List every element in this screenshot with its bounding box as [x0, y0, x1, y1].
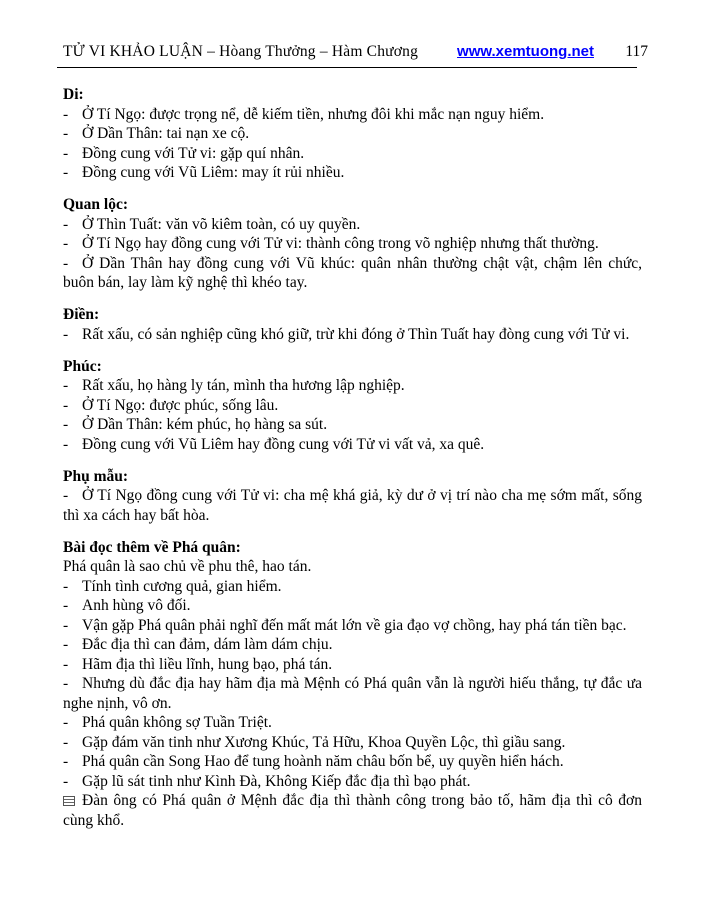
dash-marker: - [63, 636, 69, 653]
list-item-text: Ở Dần Thân hay đồng cung với Vũ khúc: quân nhân thường chật vật, chậm lên chức, buôn bán, lay làm kỹ nghệ thì khéo tay. [63, 254, 642, 291]
list-item [63, 144, 642, 164]
list-item-text: Ở Tí Ngọ: được trọng nể, dễ kiếm tiền, nhưng đôi khi mắc nạn nguy hiểm. [82, 105, 545, 123]
list-item [63, 396, 642, 416]
dash-marker: - [63, 254, 69, 272]
dash-marker: - [63, 435, 69, 453]
list-item-text: Gặp lũ sát tinh như Kình Đà, Không Kiếp đắc địa thì bạo phát. [82, 772, 471, 790]
dash-marker: - [63, 714, 69, 731]
list-item-text: Phá quân cần Song Hao để tung hoành năm châu bốn bể, uy quyền hiển hách. [82, 753, 564, 770]
list-item [63, 486, 642, 525]
list-item [63, 163, 642, 183]
list-item-text: Ở Thìn Tuất: văn võ kiêm toàn, có uy quyền. [82, 215, 361, 233]
list-item-text: Đàn ông có Phá quân ở Mệnh đắc địa thì thành công trong bảo tố, hãm địa thì cô đơn cùng khổ. [63, 792, 642, 829]
list-item-text: Phá quân không sợ Tuần Triệt. [82, 714, 272, 731]
dash-marker: - [63, 144, 69, 162]
document-body [63, 85, 642, 830]
dash-marker: - [63, 616, 69, 634]
section-heading: Điền: [63, 306, 100, 323]
list-item [63, 124, 642, 144]
section [63, 85, 642, 183]
list-item [63, 415, 642, 435]
list-item [63, 616, 642, 636]
dash-marker: - [63, 396, 69, 414]
list-item-text: Anh hùng vô đối. [82, 597, 191, 614]
list-item [63, 674, 642, 713]
list-item-text: Vận gặp Phá quân phải nghĩ đến mất mát lớn về gia đạo vợ chồng, hay phá tán tiền bạc. [82, 616, 627, 634]
dash-marker: - [63, 325, 69, 343]
dash-marker: - [63, 753, 69, 770]
list-item-text: Đồng cung với Vũ Liêm: may ít rủi nhiều. [82, 164, 345, 181]
list-item-text: Gặp đám văn tinh như Xương Khúc, Tả Hữu, Khoa Quyền Lộc, thì giầu sang. [82, 733, 566, 751]
section-heading: Phúc: [63, 357, 102, 375]
dash-marker: - [63, 235, 69, 252]
list-item-text: Ở Dần Thân: kém phúc, họ hàng sa sút. [82, 416, 328, 433]
section-heading: Quan lộc: [63, 196, 129, 213]
section-intro: Phá quân là sao chủ về phu thê, hao tán. [63, 558, 312, 575]
list-item [63, 635, 642, 655]
list-item [63, 105, 642, 125]
list-item [63, 655, 642, 675]
list-item-text: Hãm địa thì liều lĩnh, hung bạo, phá tán. [82, 655, 333, 673]
dash-marker: - [63, 125, 69, 142]
dash-marker: - [63, 733, 69, 751]
list-item [63, 713, 642, 733]
dash-marker: - [63, 377, 69, 394]
list-item [63, 215, 642, 235]
list-item-text: Tính tình cương quả, gian hiểm. [82, 577, 282, 595]
list-item-text: Đắc địa thì can đảm, dám làm dám chịu. [82, 636, 333, 653]
list-item [63, 376, 642, 396]
dash-marker: - [63, 105, 69, 123]
dash-marker: - [63, 577, 69, 595]
list-item-text: Ở Tí Ngọ đồng cung với Tử vi: cha mệ khá giả, kỳ dư ở vị trí nào cha mẹ sớm mất, sống thì xa cách hay bất hòa. [63, 487, 642, 524]
list-item-text: Ở Dần Thân: tai nạn xe cộ. [82, 125, 250, 142]
section [63, 305, 642, 344]
section [63, 195, 642, 293]
list-item-text: Rất xấu, họ hàng ly tán, mình tha hương lập nghiệp. [82, 377, 405, 394]
list-item [63, 596, 642, 616]
header-link[interactable]: www.xemtuong.net [457, 43, 594, 60]
header-rule [57, 67, 637, 68]
section [63, 467, 642, 526]
list-item [63, 733, 642, 753]
section [63, 538, 642, 831]
section-heading: Phụ mẫu: [63, 467, 129, 485]
list-item [63, 577, 642, 597]
dash-marker: - [63, 487, 69, 504]
dash-marker: - [63, 772, 69, 790]
dash-marker: - [63, 164, 69, 181]
section-heading: Bài đọc thêm về Phá quân: [63, 538, 241, 556]
page-number: 117 [625, 43, 648, 60]
list-item-text: Đồng cung với Vũ Liêm hay đồng cung với Tử vi vất vả, xa quê. [82, 435, 485, 453]
dash-marker: - [63, 655, 69, 673]
dash-marker: - [63, 675, 69, 692]
dash-marker: - [63, 215, 69, 233]
list-item [63, 791, 642, 830]
dash-marker: - [63, 416, 69, 433]
list-item-text: Nhưng dù đắc địa hay hãm địa mà Mệnh có Phá quân vẫn là người hiếu thắng, tự đắc ưa nghe nịnh, vô ơn. [63, 675, 642, 712]
page-header [63, 42, 648, 61]
list-item-text: Ở Tí Ngọ hay đồng cung với Tử vi: thành công trong võ nghiệp nhưng thất thường. [82, 235, 599, 252]
section [63, 357, 642, 455]
note-icon [63, 796, 75, 806]
list-item [63, 435, 642, 455]
list-item [63, 752, 642, 772]
dash-marker: - [63, 597, 69, 614]
section-heading: Di: [63, 86, 84, 103]
list-item-text: Rất xấu, có sản nghiệp cũng khó giữ, trừ khi đóng ở Thìn Tuất hay đòng cung với Tử vi. [82, 325, 630, 343]
list-item [63, 325, 642, 345]
list-item [63, 772, 642, 792]
list-item-text: Đồng cung với Tử vi: gặp quí nhân. [82, 144, 305, 162]
list-item [63, 234, 642, 254]
header-title: TỬ VI KHẢO LUẬN – Hòang Thưởng – Hàm Chương [63, 43, 419, 60]
list-item-text: Ở Tí Ngọ: được phúc, sống lâu. [82, 396, 279, 414]
list-item [63, 254, 642, 293]
